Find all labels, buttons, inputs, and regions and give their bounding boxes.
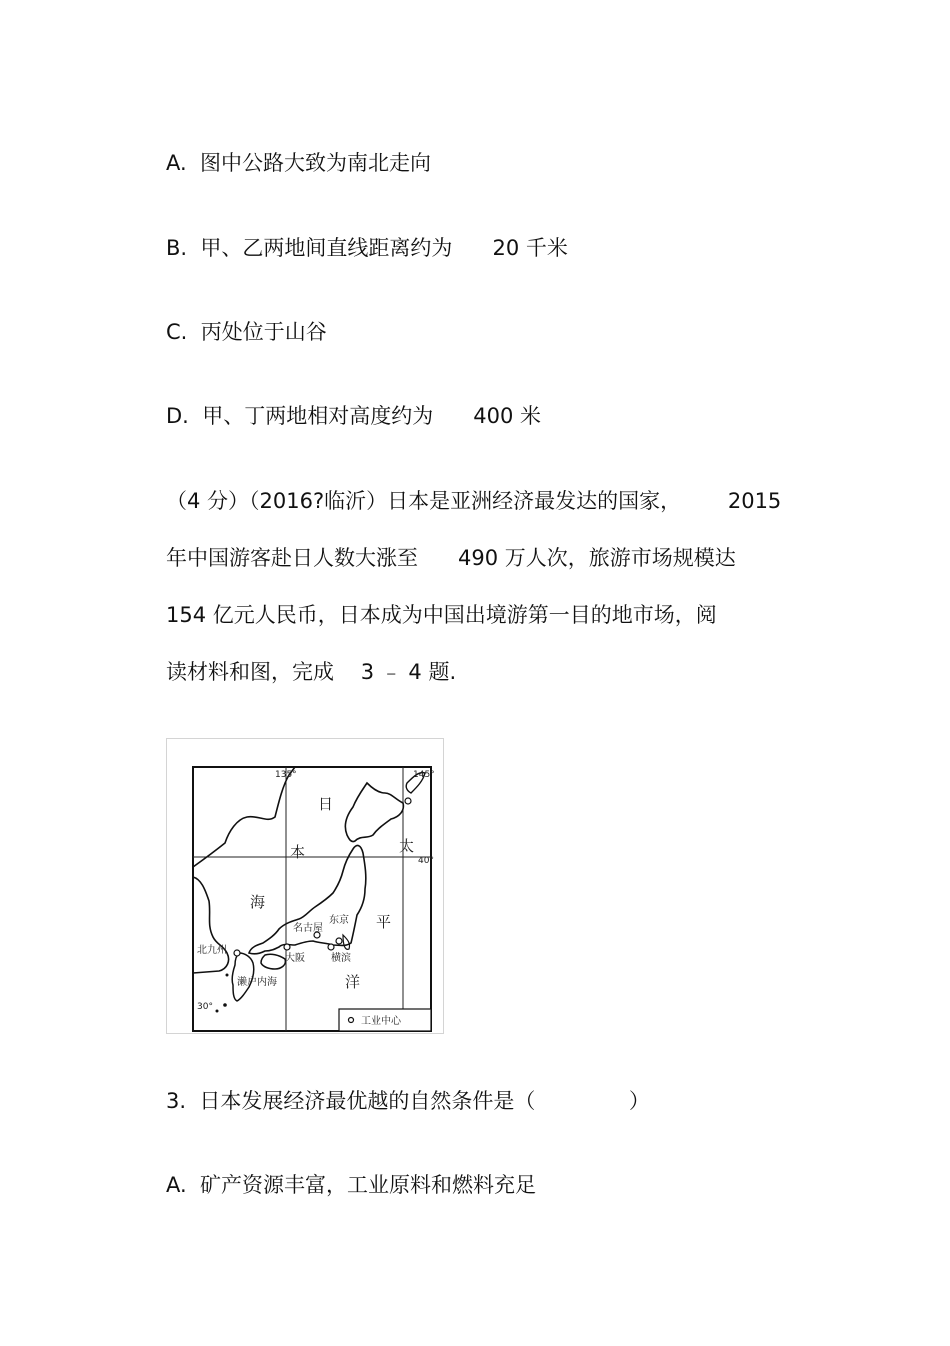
south-island-2 [216, 1010, 219, 1013]
tokyo-label: 东京 [329, 915, 349, 926]
stem-line-2: 年中国游客赴日人数大涨至 490 万人次，旅游市场规模达 [166, 546, 736, 570]
japan-map [167, 739, 445, 1035]
pacific-char-1: 太 [399, 837, 415, 855]
west-island [226, 974, 229, 977]
small-island [405, 798, 411, 804]
pacific-char-3: 洋 [345, 973, 361, 991]
lon-135-label: 135° [275, 770, 297, 780]
mainland-coast [193, 767, 295, 867]
stem-line-1: （4 分）（2016?临沂）日本是亚洲经济最发达的国家， 2015 [166, 489, 782, 513]
lat-30-label: 30° [197, 1002, 213, 1012]
osaka-label: 大阪 [285, 953, 305, 964]
map-border [193, 767, 431, 1031]
legend-label: 工业中心 [361, 1016, 401, 1027]
honshu-island [249, 846, 366, 954]
osaka-marker [284, 944, 290, 950]
option-d-prev: D. 甲、丁两地相对高度约为 400 米 [166, 404, 542, 428]
stem-line-3: 154 亿元人民币，日本成为中国出境游第一目的地市场，阅 [166, 603, 717, 627]
pacific-char-2: 平 [376, 913, 392, 931]
tokyo-marker [336, 938, 342, 944]
south-island-1 [223, 1003, 227, 1007]
option-b-prev: B. 甲、乙两地间直线距离约为 20 千米 [166, 236, 568, 260]
korea-coast [193, 877, 229, 973]
japan-map-figure [166, 738, 444, 1034]
nagoya-label: 名古屋 [293, 923, 323, 934]
boso-peninsula [343, 935, 350, 949]
lat-40-label: 40° [418, 856, 434, 866]
kitakyushu-marker [234, 950, 240, 956]
yokohama-marker [328, 944, 334, 950]
question-3: 3. 日本发展经济最优越的自然条件是（ ） [166, 1089, 650, 1113]
stem-line-4: 读材料和图，完成 3 ﹣ 4 题. [166, 660, 457, 684]
sea-of-japan-char-3: 海 [250, 893, 266, 911]
question-3-option-a: A. 矿产资源丰富，工业原料和燃料充足 [166, 1173, 537, 1197]
kitakyushu-label: 北九州 [197, 945, 227, 956]
sea-of-japan-char-2: 本 [290, 843, 306, 861]
hokkaido-island [345, 783, 403, 842]
option-c-prev: C. 丙处位于山谷 [166, 320, 327, 344]
yokohama-label: 横滨 [331, 953, 351, 964]
seto-inland-sea-label: 濑户内海 [237, 977, 277, 988]
sea-of-japan-char-1: 日 [318, 795, 334, 813]
option-a-prev: A. 图中公路大致为南北走向 [166, 151, 432, 175]
legend-marker [349, 1018, 354, 1023]
shikoku-island [261, 954, 285, 969]
lon-145-label: 145° [413, 770, 435, 780]
